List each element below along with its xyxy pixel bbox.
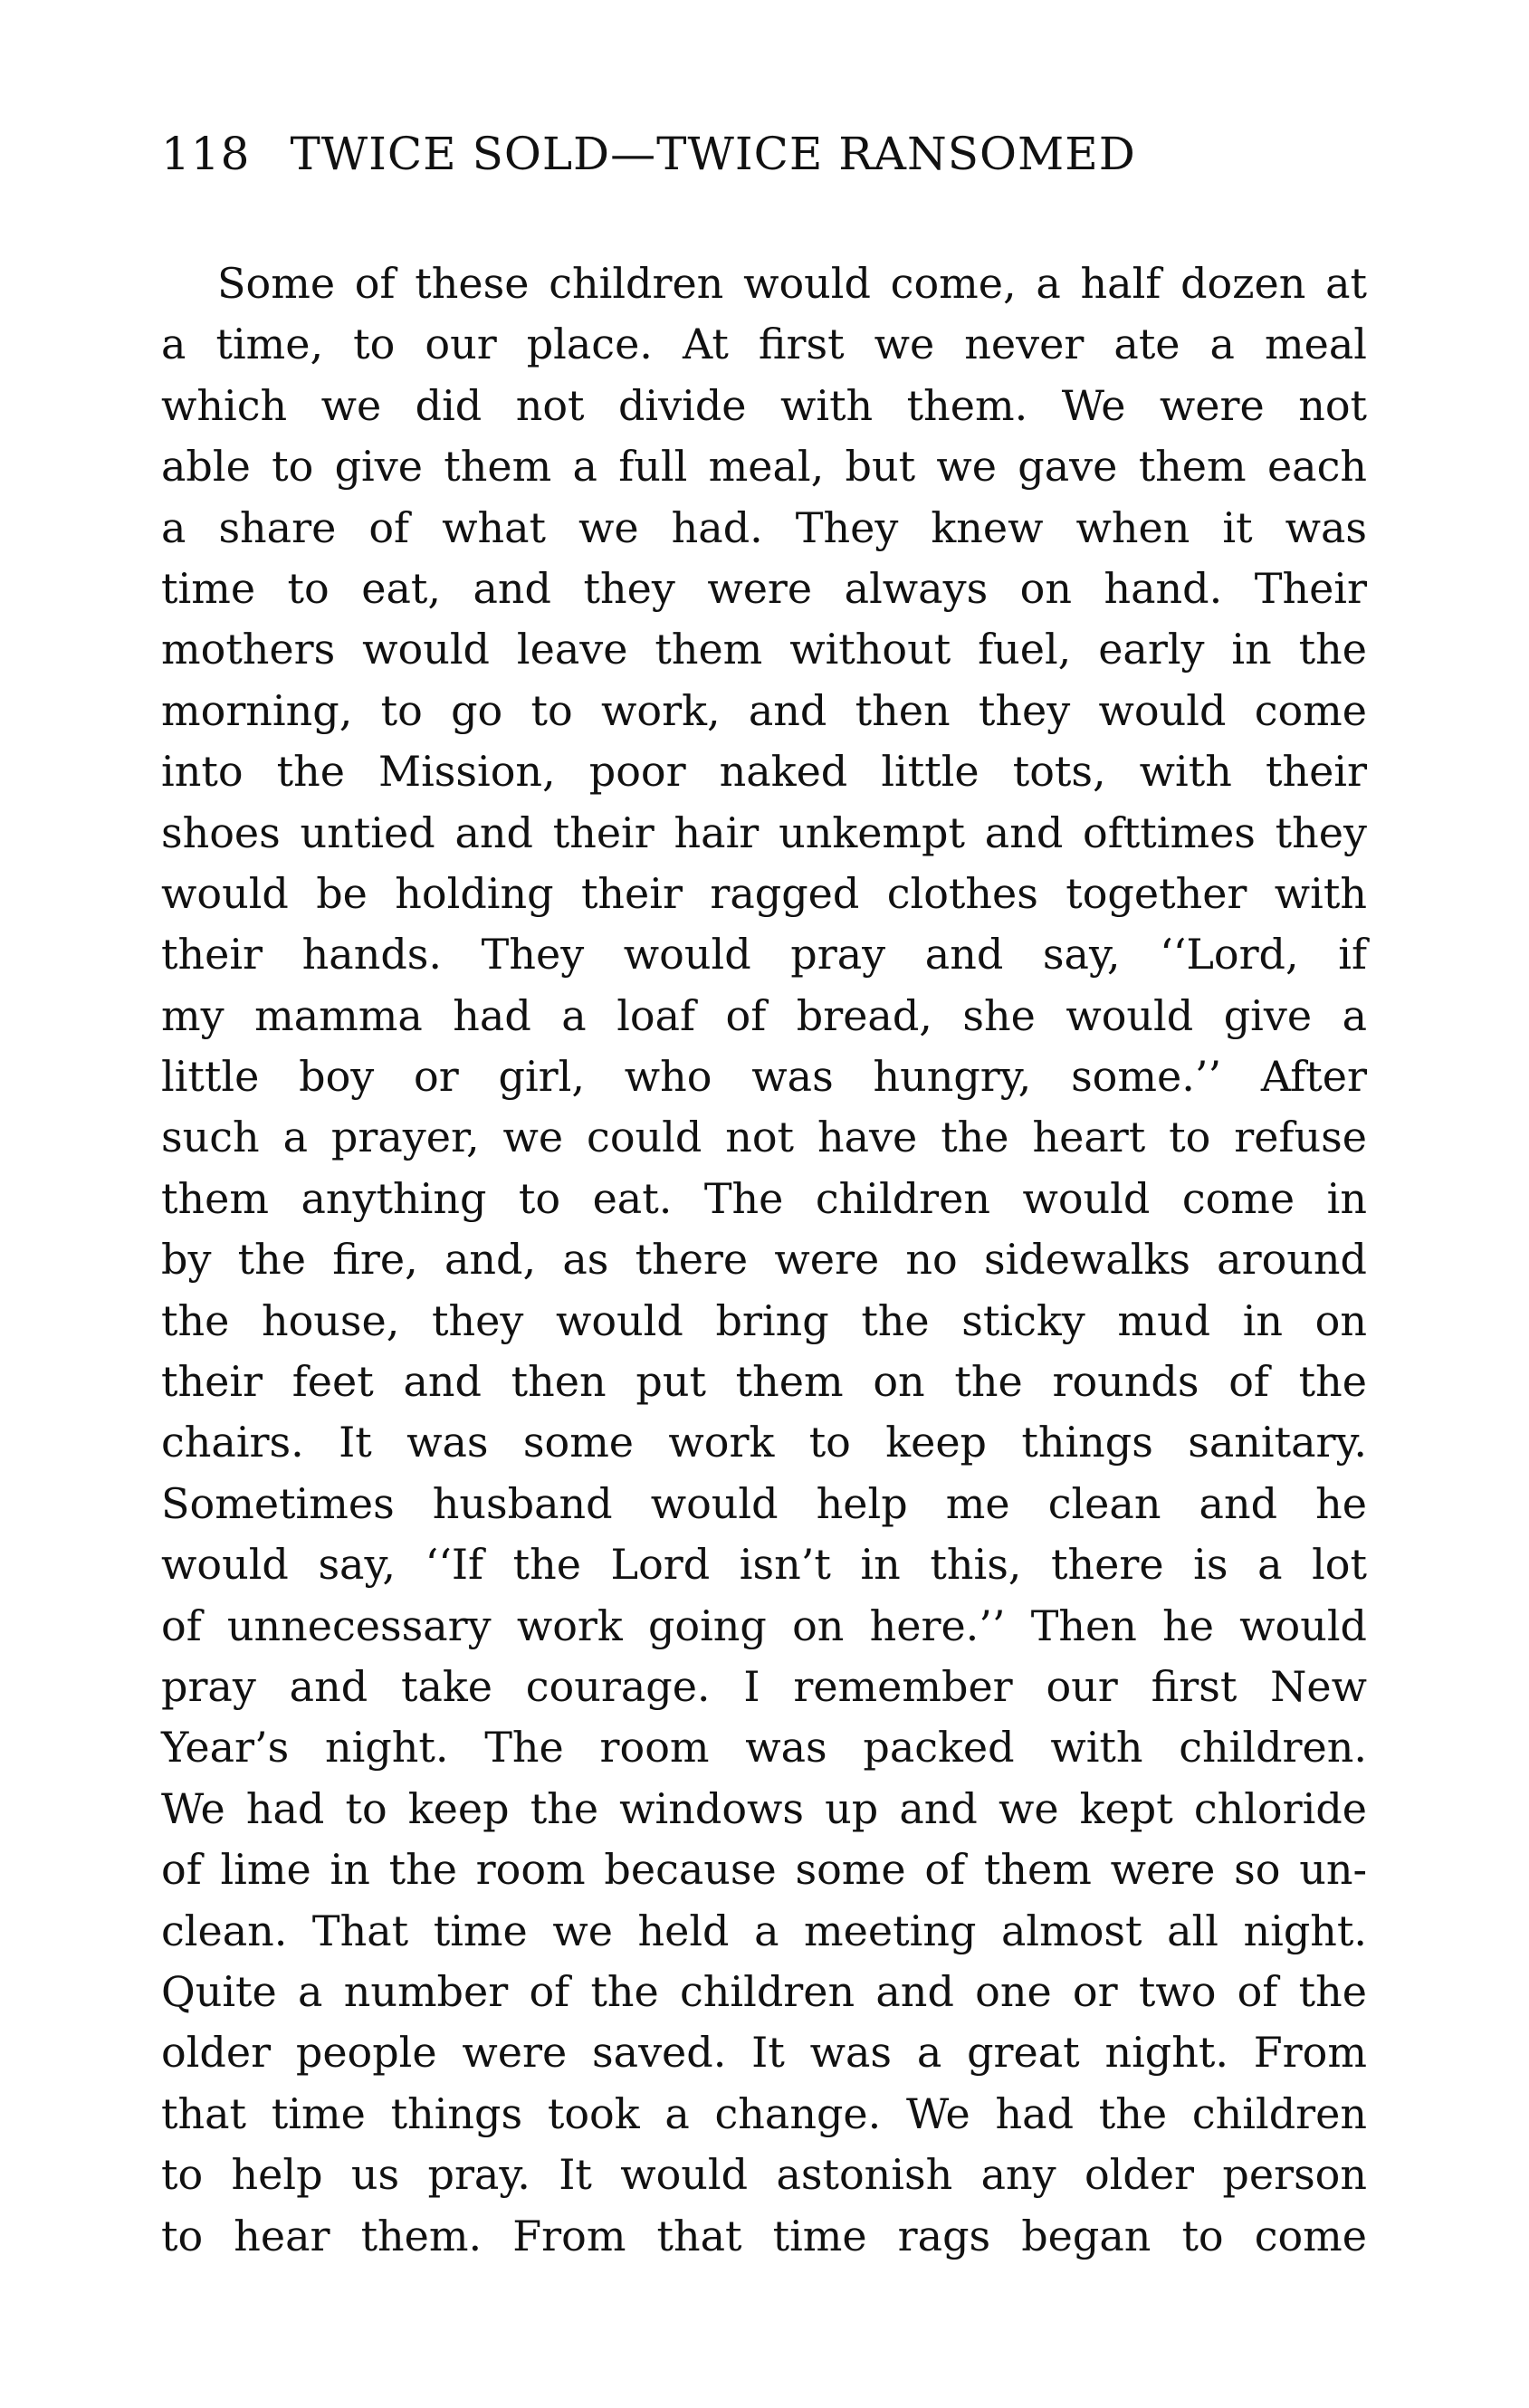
- text-line: Year’s night. The room was packed with children.: [161, 1723, 1367, 1773]
- text-line: Quite a number of the children and one or two of the: [161, 1966, 1367, 2016]
- running-title: TWICE SOLD—TWICE RANSOMED: [290, 128, 1136, 180]
- text-line: a time, to our place. At first we never ate a meal: [161, 320, 1367, 369]
- text-line: by the fire, and, as there were no sidewalks around: [161, 1235, 1367, 1285]
- text-line: chairs. It was some work to keep things sanitary.: [161, 1418, 1367, 1467]
- text-line: would say, ‘‘If the Lord isn’t in this, there is a lot: [161, 1540, 1367, 1590]
- text-line: mothers would leave them without fuel, early in the: [161, 625, 1367, 674]
- text-line: my mamma had a loaf of bread, she would give a: [161, 990, 1367, 1040]
- text-line: the house, they would bring the sticky mud in on: [161, 1295, 1367, 1345]
- text-line: their feet and then put them on the rounds of the: [161, 1357, 1367, 1407]
- page-number: 118: [161, 128, 251, 180]
- text-line: pray and take courage. I remember our first New: [161, 1661, 1367, 1711]
- text-line: shoes untied and their hair unkempt and ofttimes they: [161, 807, 1367, 857]
- text-line: of unnecessary work going on here.’’ Then he would: [161, 1601, 1367, 1650]
- text-line: Sometimes husband would help me clean and he: [161, 1478, 1367, 1528]
- text-line: a share of what we had. They knew when it was: [161, 502, 1367, 552]
- text-line: into the Mission, poor naked little tots, with their: [161, 747, 1367, 797]
- text-line: able to give them a full meal, but we gave them each: [161, 442, 1367, 492]
- text-line: We had to keep the windows up and we kept chloride: [161, 1783, 1367, 1833]
- text-line: to help us pray. It would astonish any older person: [161, 2150, 1367, 2200]
- text-line: that time things took a change. We had the children: [161, 2088, 1367, 2138]
- text-line: clean. That time we held a meeting almost all night.: [161, 1906, 1367, 1955]
- text-line: their hands. They would pray and say, ‘‘Lord, if: [161, 930, 1367, 979]
- text-line: of lime in the room because some of them were so un-: [161, 1845, 1367, 1895]
- body-paragraph: [161, 253, 1367, 2267]
- text-line: little boy or girl, who was hungry, some.’’ After: [161, 1052, 1367, 1102]
- text-line: which we did not divide with them. We were not: [161, 380, 1367, 430]
- text-line: Some of these children would come, a half dozen at: [217, 259, 1367, 308]
- text-line: to hear them. From that time rags began to come: [161, 2211, 1367, 2260]
- text-line: such a prayer, we could not have the heart to refuse: [161, 1113, 1367, 1162]
- text-line: them anything to eat. The children would come in: [161, 1173, 1367, 1223]
- text-line: older people were saved. It was a great night. From: [161, 2028, 1367, 2078]
- text-line: time to eat, and they were always on hand. Their: [161, 563, 1367, 613]
- running-head: [161, 127, 1365, 181]
- text-line: morning, to go to work, and then they would come: [161, 685, 1367, 735]
- text-line: would be holding their ragged clothes together with: [161, 868, 1367, 918]
